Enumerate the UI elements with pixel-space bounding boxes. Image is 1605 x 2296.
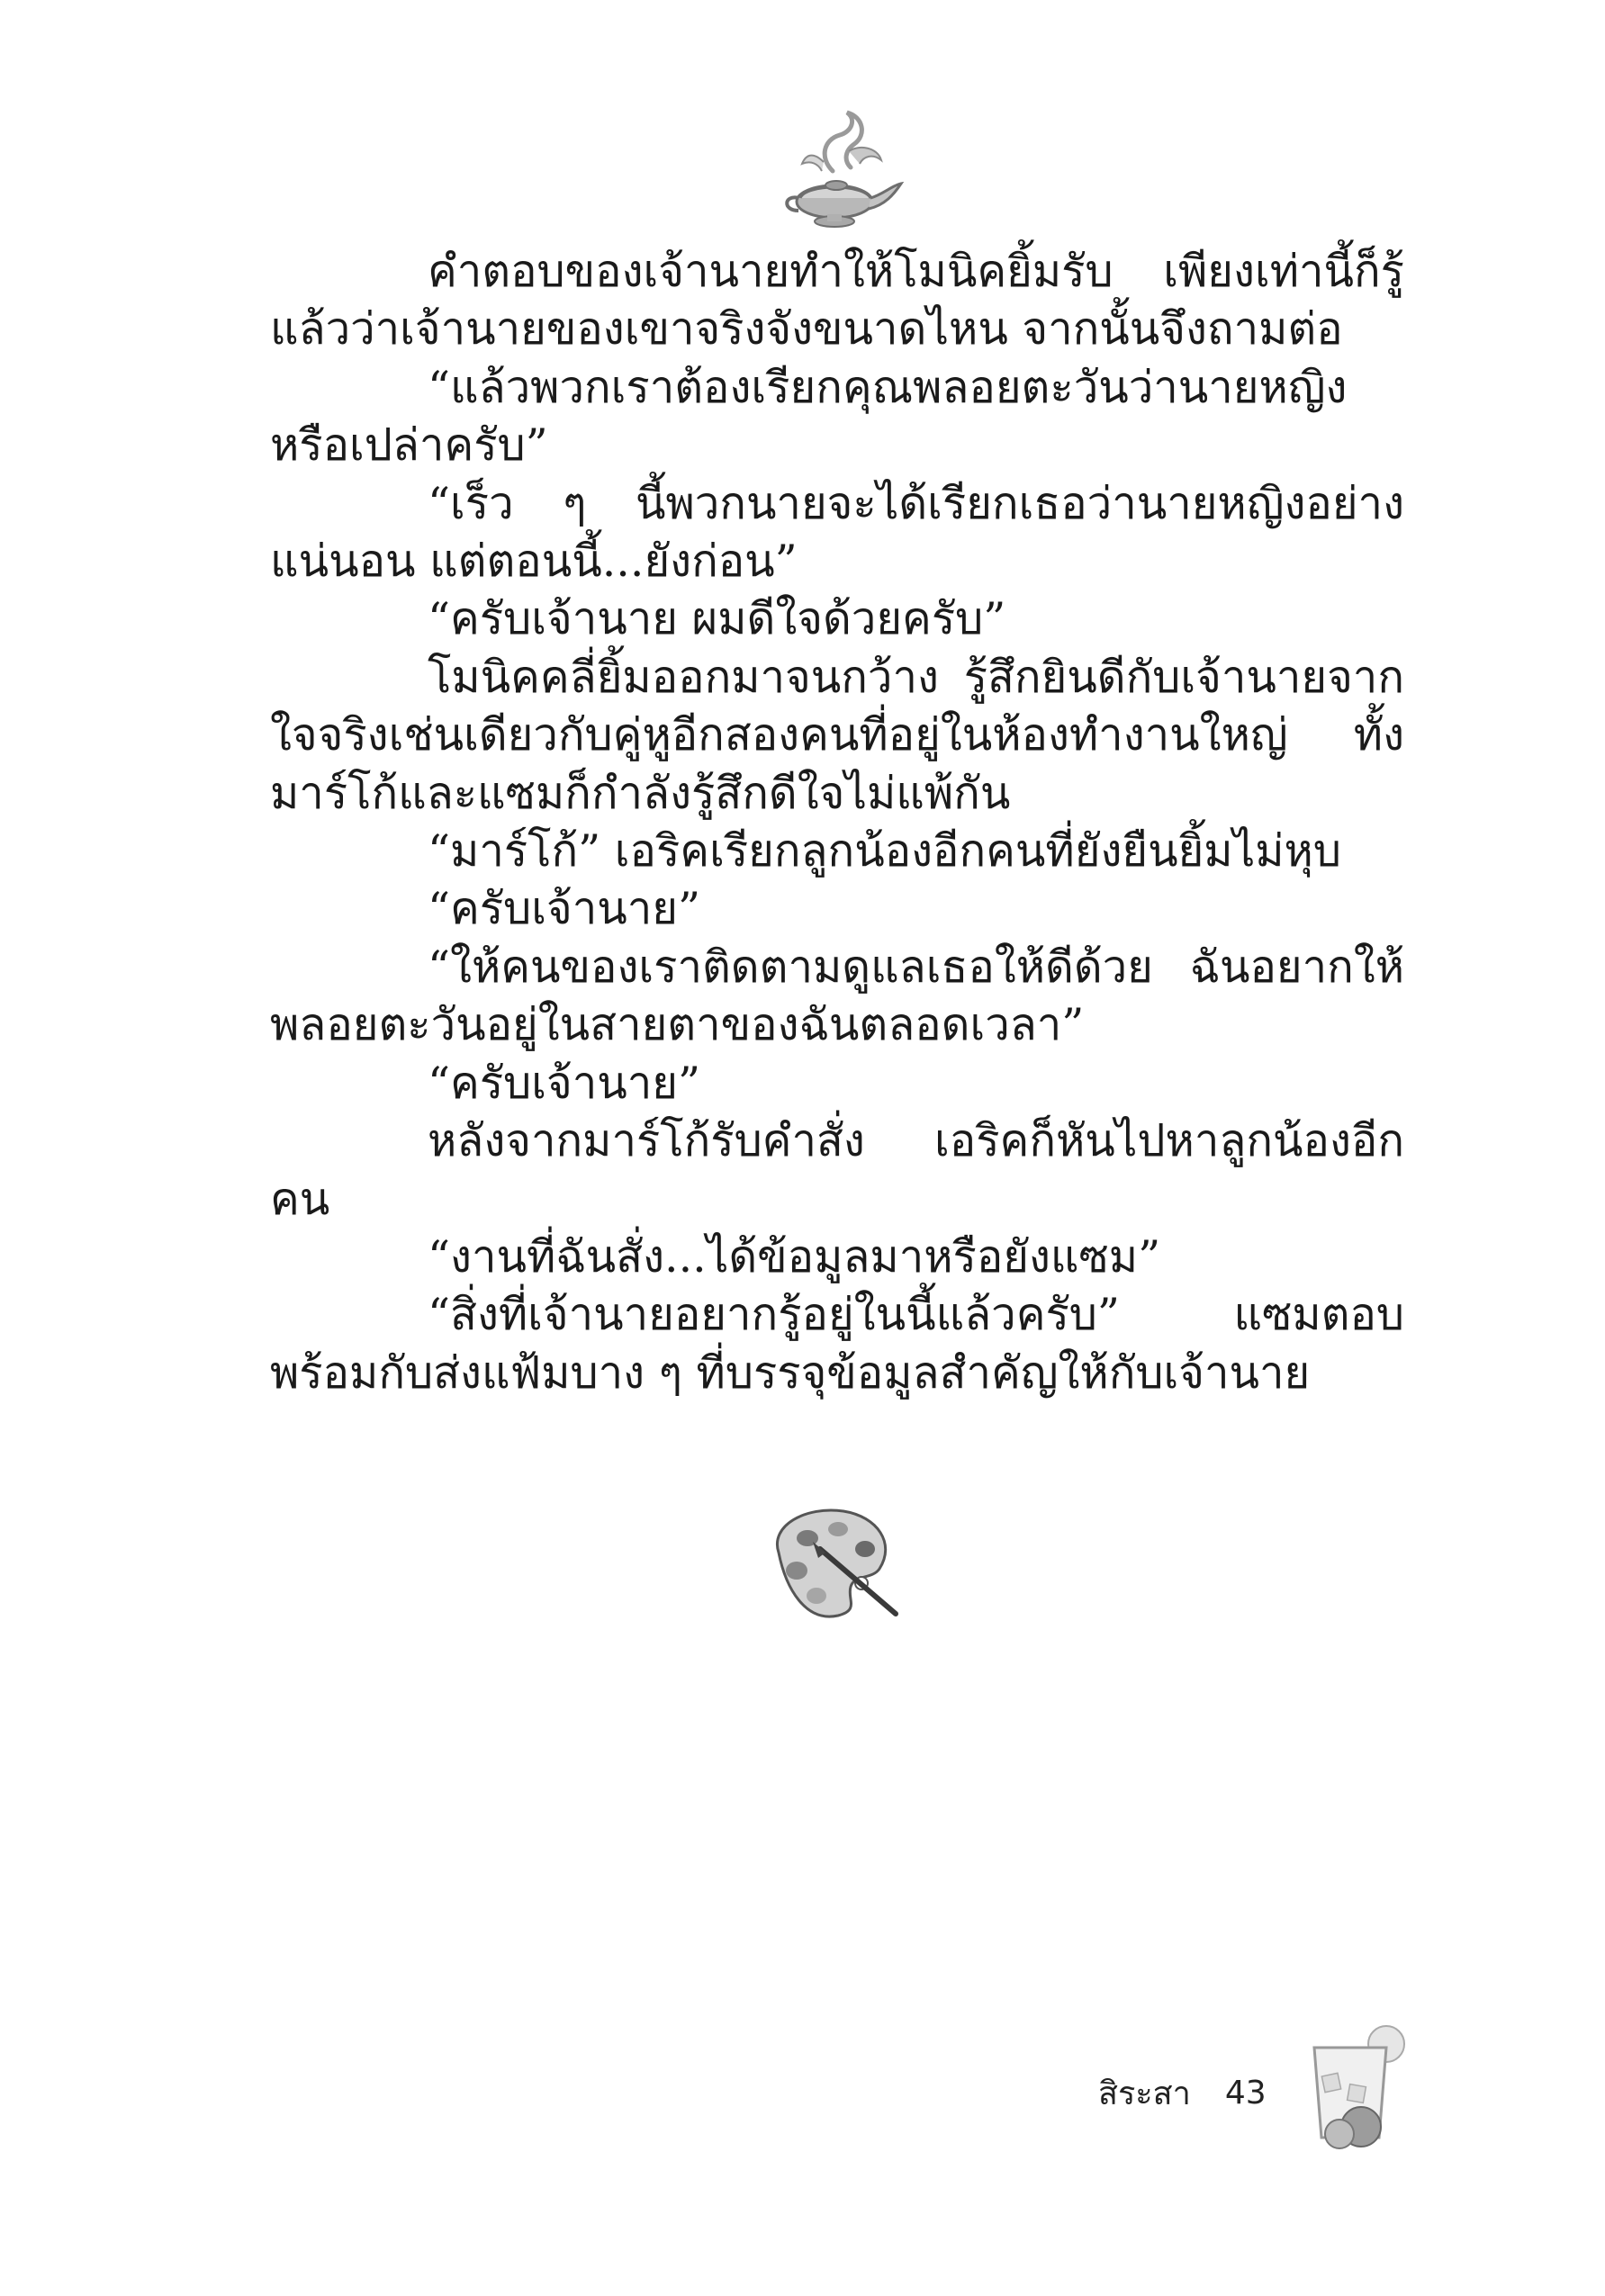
paragraph: คำตอบของเจ้านายทำให้โมนิคยิ้มรับ เพียงเท่านี้ก็รู้แล้วว่าเจ้านายของเขาจริงจังขนาดไหน จากนั้นจึงถามต่อ — [270, 246, 1404, 356]
paragraph: “ให้คนของเราติดตามดูแลเธอให้ดีด้วย ฉันอยากให้พลอยตะวันอยู่ในสายตาของฉันตลอดเวลา” — [270, 941, 1404, 1051]
paragraph: “แล้วพวกเราต้องเรียกคุณพลอยตะวันว่านายหญิงหรือเปล่าครับ” — [270, 361, 1348, 472]
paragraph: “มาร์โก้” เอริคเรียกลูกน้องอีกคนที่ยังยืนยิ้มไม่หุบ — [428, 825, 1341, 878]
drink-glass-icon — [1296, 2021, 1413, 2151]
page-number: 43 — [1224, 2074, 1267, 2111]
page-footer — [1098, 2066, 1267, 2120]
paragraph: “ครับเจ้านาย” — [428, 883, 700, 935]
book-title: สิระสา — [1098, 2075, 1191, 2112]
paragraph: “งานที่ฉันสั่ง...ได้ข้อมูลมาหรือยังแซม” — [428, 1230, 1161, 1283]
paragraph: หลังจากมาร์โก้รับคำสั่ง เอริคก็หันไปหาลูกน้องอีกคน — [270, 1115, 1404, 1225]
magic-lamp-icon — [770, 108, 905, 234]
paragraph: “ครับเจ้านาย ผมดีใจด้วยครับ” — [428, 593, 1006, 645]
paragraph: “ครับเจ้านาย” — [428, 1057, 700, 1109]
paragraph: “เร็ว ๆ นี้พวกนายจะได้เรียกเธอว่านายหญิงอย่างแน่นอน แต่ตอนนี้...ยังก่อน” — [270, 477, 1404, 588]
paint-palette-icon — [761, 1499, 905, 1625]
paragraph: โมนิคคลี่ยิ้มออกมาจนกว้าง รู้สึกยินดีกับเจ้านายจากใจจริงเช่นเดียวกับคู่หูอีกสองคนที่อยู่ในห้องทำงานใหญ่ ทั้งมาร์โก้และแซมก็กำลังรู้สึกดีใจไม่แพ้กัน — [270, 651, 1404, 819]
paragraph: “สิ่งที่เจ้านายอยากรู้อยู่ในนี้แล้วครับ” แซมตอบพร้อมกับส่งแฟ้มบาง ๆ ที่บรรจุข้อมูลสำคัญให้กับเจ้านาย — [270, 1289, 1404, 1399]
body-text — [270, 243, 1404, 1402]
